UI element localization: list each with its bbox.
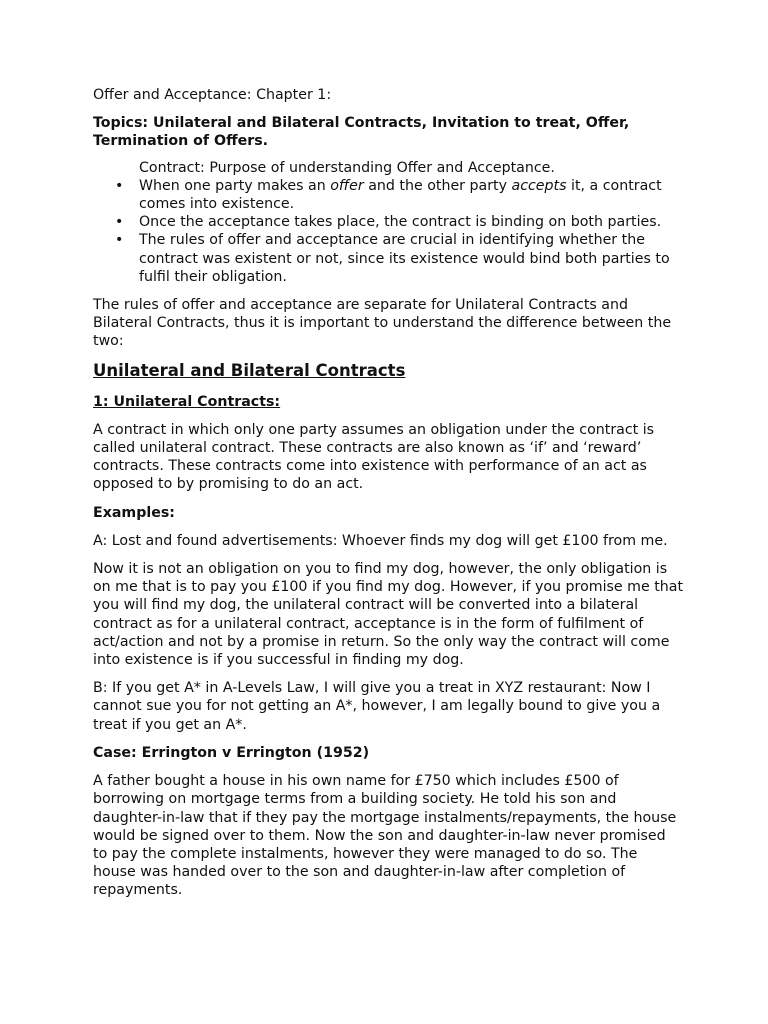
bullet-text-pre: When one party makes an bbox=[139, 177, 331, 194]
section-title: Unilateral and Bilateral Contracts bbox=[93, 360, 406, 380]
example-a: A: Lost and found advertisements: Whoever finds my dog will get £100 from me. bbox=[93, 532, 668, 549]
bullet-list bbox=[93, 177, 683, 286]
bullet-text-post: it, a contract comes into existence. bbox=[139, 177, 662, 213]
bullet-text-mid: and the other party bbox=[363, 177, 512, 194]
subsection-title: 1: Unilateral Contracts: bbox=[93, 393, 281, 410]
bullet-item bbox=[93, 213, 683, 231]
rules-paragraph: The rules of offer and acceptance are separate for Unilateral Contracts and Bilateral Contracts, thus it is important to understand the difference between the two: bbox=[93, 297, 672, 350]
bullet-item bbox=[93, 231, 683, 286]
bullet-text: The rules of offer and acceptance are crucial in identifying whether the contract was existent or not, since its existence would bind both parties to fulfil their obligation. bbox=[139, 232, 670, 285]
unilateral-paragraph: A contract in which only one party assumes an obligation under the contract is called unilateral contract. These contracts are also known as ‘if’ and ‘reward’ contracts. These contracts come into existence with performance of an act as opposed to by promising to do an act. bbox=[93, 421, 655, 493]
examples-label: Examples: bbox=[93, 504, 175, 521]
bullet-item bbox=[93, 177, 683, 213]
intro-line: Contract: Purpose of understanding Offer and Acceptance. bbox=[139, 159, 555, 176]
bullet-icon: • bbox=[115, 177, 124, 194]
chapter-heading: Offer and Acceptance: Chapter 1: bbox=[93, 87, 332, 103]
bullet-icon: • bbox=[115, 232, 124, 249]
case-title: Case: Errington v Errington (1952) bbox=[93, 744, 370, 761]
emphasis-offer: offer bbox=[330, 177, 364, 194]
example-a-explanation: Now it is not an obligation on you to find my dog, however, the only obligation is on me that is to pay you £100 if you find my dog. However, if you promise me that you will find my dog, the unilateral contract will be converted into a bilateral contract as for a unilateral contract, acceptance is in the form of fulfilment of act/action and not by a promise in return. So the only way the contract will come into existence is if you successful in finding my dog. bbox=[93, 561, 684, 669]
topics-heading: Topics: Unilateral and Bilateral Contracts, Invitation to treat, Offer, Termination of Offers. bbox=[93, 115, 630, 150]
emphasis-accepts: accepts bbox=[511, 177, 567, 194]
case-paragraph: A father bought a house in his own name for £750 which includes £500 of borrowing on mortgage terms from a building society. He told his son and daughter-in-law that if they pay the mortgage instalments/repayments, the house would be signed over to them. Now the son and daughter-in-law never promised to pay the complete instalments, however they were managed to do so. The house was handed over to the son and daughter-in-law after completion of repayments. bbox=[93, 773, 677, 899]
document-page bbox=[93, 86, 683, 910]
bullet-text: Once the acceptance takes place, the contract is binding on both parties. bbox=[139, 214, 662, 231]
example-b: B: If you get A* in A-Levels Law, I will give you a treat in XYZ restaurant: Now I cannot sue you for not getting an A*, however, I am legally bound to give you a treat if you get an A*. bbox=[93, 680, 661, 733]
bullet-icon: • bbox=[115, 214, 124, 231]
